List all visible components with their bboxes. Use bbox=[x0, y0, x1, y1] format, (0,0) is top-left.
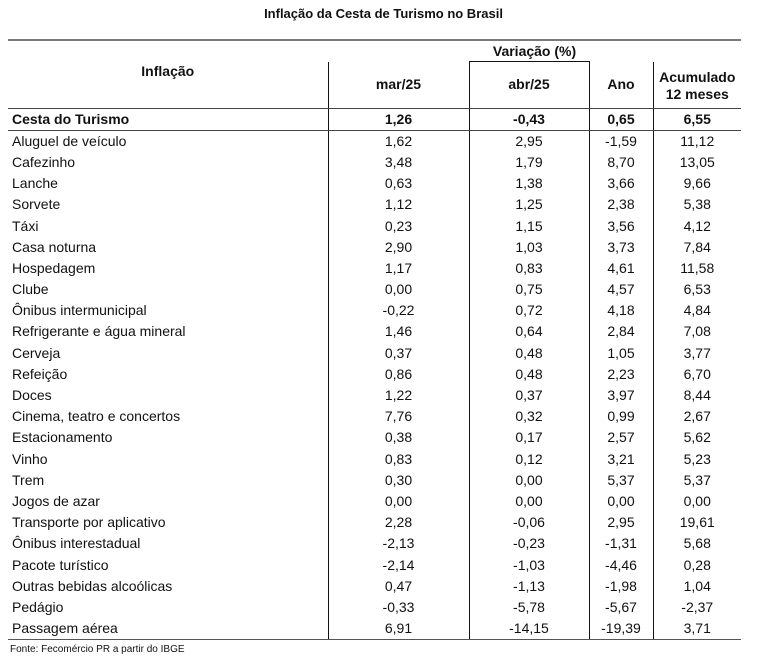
table-title: Inflação da Cesta de Turismo no Brasil bbox=[264, 6, 503, 21]
value-abr25: 0,37 bbox=[469, 385, 589, 406]
item-label: Refeição bbox=[12, 365, 68, 382]
value-ano: 5,37 bbox=[589, 470, 653, 491]
value-abr25: 0,64 bbox=[469, 321, 589, 342]
value-abr25: 1,15 bbox=[469, 215, 589, 236]
value-ano: -1,59 bbox=[589, 130, 653, 152]
item-label: Sorvete bbox=[12, 196, 61, 213]
value-abr25: 1,38 bbox=[469, 173, 589, 194]
item-label: Estacionamento bbox=[12, 429, 113, 446]
value-abr25: 0,32 bbox=[469, 406, 589, 427]
source-note: Fonte: Fecomércio PR a partir do IBGE bbox=[10, 644, 185, 655]
summary-abr25: -0,43 bbox=[469, 108, 589, 130]
summary-row bbox=[8, 108, 741, 130]
value-mar25: 2,28 bbox=[328, 512, 469, 533]
value-ano: 4,57 bbox=[589, 279, 653, 300]
value-mar25: -0,33 bbox=[328, 597, 469, 618]
value-abr25: 0,48 bbox=[469, 343, 589, 364]
column-header-ano: Ano bbox=[589, 62, 653, 109]
value-mar25: -2,13 bbox=[328, 533, 469, 554]
value-ano: -1,98 bbox=[589, 576, 653, 597]
value-acumulado: 19,61 bbox=[679, 514, 715, 531]
value-acumulado: 8,44 bbox=[683, 387, 711, 404]
table-row bbox=[8, 449, 741, 470]
value-acumulado: 1,04 bbox=[683, 577, 711, 594]
value-abr25: 0,48 bbox=[469, 364, 589, 385]
value-mar25: 7,76 bbox=[328, 406, 469, 427]
item-label: Cafezinho bbox=[12, 153, 76, 170]
table-row bbox=[8, 470, 741, 491]
table-row bbox=[8, 364, 741, 385]
item-label: Casa noturna bbox=[12, 238, 97, 255]
value-acumulado: 9,66 bbox=[683, 175, 711, 192]
row-label-header: Inflação bbox=[8, 40, 328, 108]
value-acumulado: 5,23 bbox=[683, 450, 711, 467]
value-acumulado: 2,67 bbox=[683, 408, 711, 425]
table-row bbox=[8, 173, 741, 194]
value-acumulado: 7,84 bbox=[683, 238, 711, 255]
value-mar25: 0,37 bbox=[328, 343, 469, 364]
value-ano: 2,84 bbox=[589, 321, 653, 342]
value-ano: 3,21 bbox=[589, 449, 653, 470]
value-ano: 1,05 bbox=[589, 343, 653, 364]
value-mar25: 0,38 bbox=[328, 427, 469, 448]
value-acumulado: 3,77 bbox=[683, 344, 711, 361]
value-acumulado: 3,71 bbox=[653, 618, 741, 640]
table-row bbox=[8, 279, 741, 300]
summary-ano: 0,65 bbox=[589, 108, 653, 130]
value-abr25: 1,03 bbox=[469, 237, 589, 258]
value-ano: 2,23 bbox=[589, 364, 653, 385]
value-mar25: 1,22 bbox=[328, 385, 469, 406]
value-ano: -19,39 bbox=[589, 618, 653, 640]
item-label: Jogos de azar bbox=[12, 492, 100, 509]
table-row bbox=[8, 576, 741, 597]
table-row bbox=[8, 237, 741, 258]
value-acumulado: 5,37 bbox=[683, 471, 711, 488]
value-abr25: -0,06 bbox=[469, 512, 589, 533]
value-mar25: 0,00 bbox=[328, 279, 469, 300]
value-mar25: 1,17 bbox=[328, 258, 469, 279]
table-row bbox=[8, 300, 741, 321]
value-abr25: 2,95 bbox=[469, 130, 589, 152]
item-label: Doces bbox=[12, 387, 52, 404]
value-acumulado: 5,62 bbox=[683, 429, 711, 446]
value-mar25: 1,12 bbox=[328, 194, 469, 215]
value-ano: 3,97 bbox=[589, 385, 653, 406]
item-label: Transporte por aplicativo bbox=[12, 514, 166, 531]
value-abr25: -1,13 bbox=[469, 576, 589, 597]
item-label: Passagem aérea bbox=[8, 618, 328, 640]
value-ano: 8,70 bbox=[589, 152, 653, 173]
value-acumulado: 7,08 bbox=[683, 323, 711, 340]
value-ano: 3,56 bbox=[589, 215, 653, 236]
value-acumulado: 6,53 bbox=[683, 281, 711, 298]
value-mar25: 0,00 bbox=[328, 491, 469, 512]
value-abr25: 1,25 bbox=[469, 194, 589, 215]
table-row bbox=[8, 512, 741, 533]
value-ano: 0,99 bbox=[589, 406, 653, 427]
summary-label: Cesta do Turismo bbox=[8, 108, 328, 130]
value-mar25: 0,30 bbox=[328, 470, 469, 491]
table-row bbox=[8, 427, 741, 448]
column-header-mar25: mar/25 bbox=[328, 62, 469, 109]
item-label: Trem bbox=[12, 471, 45, 488]
value-abr25: 0,17 bbox=[469, 427, 589, 448]
value-acumulado: 13,05 bbox=[679, 153, 715, 170]
item-label: Cerveja bbox=[12, 344, 61, 361]
value-mar25: 3,48 bbox=[328, 152, 469, 173]
value-mar25: -0,22 bbox=[328, 300, 469, 321]
inflation-table bbox=[8, 39, 741, 640]
value-mar25: 0,47 bbox=[328, 576, 469, 597]
value-abr25: -1,03 bbox=[469, 554, 589, 575]
value-ano: 2,38 bbox=[589, 194, 653, 215]
value-acumulado: 5,38 bbox=[683, 196, 711, 213]
table-row bbox=[8, 491, 741, 512]
item-label: Ônibus interestadual bbox=[12, 535, 141, 552]
value-abr25: 0,75 bbox=[469, 279, 589, 300]
value-ano: 4,61 bbox=[589, 258, 653, 279]
value-acumulado: -2,37 bbox=[681, 598, 714, 615]
value-abr25: 0,72 bbox=[469, 300, 589, 321]
value-abr25: 0,00 bbox=[469, 491, 589, 512]
value-abr25: -14,15 bbox=[469, 618, 589, 640]
value-mar25: 1,46 bbox=[328, 321, 469, 342]
item-label: Táxi bbox=[12, 217, 39, 234]
column-header-abr25: abr/25 bbox=[469, 62, 589, 109]
column-header-acumulado: Acumulado 12 meses bbox=[653, 62, 741, 109]
value-mar25: -2,14 bbox=[328, 554, 469, 575]
table-row bbox=[8, 321, 741, 342]
table-row bbox=[8, 343, 741, 364]
table-row bbox=[8, 618, 741, 640]
value-ano: -4,46 bbox=[589, 554, 653, 575]
table-row bbox=[8, 385, 741, 406]
item-label: Pedágio bbox=[12, 598, 64, 615]
summary-mar25: 1,26 bbox=[328, 108, 469, 130]
item-label: Pacote turístico bbox=[12, 556, 109, 573]
value-acumulado: 0,00 bbox=[683, 492, 711, 509]
item-label: Clube bbox=[12, 281, 49, 298]
value-abr25: 0,83 bbox=[469, 258, 589, 279]
table-row bbox=[8, 194, 741, 215]
value-acumulado: 4,12 bbox=[683, 217, 711, 234]
value-ano: 2,57 bbox=[589, 427, 653, 448]
item-label: Ônibus intermunicipal bbox=[12, 302, 147, 319]
item-label: Aluguel de veículo bbox=[12, 132, 127, 149]
table-row bbox=[8, 152, 741, 173]
item-label: Outras bebidas alcoólicas bbox=[12, 577, 173, 594]
value-abr25: -5,78 bbox=[469, 597, 589, 618]
table-row bbox=[8, 533, 741, 554]
value-mar25: 0,83 bbox=[328, 449, 469, 470]
table-row bbox=[8, 215, 741, 236]
value-mar25: 0,23 bbox=[328, 215, 469, 236]
item-label: Lanche bbox=[12, 175, 58, 192]
value-acumulado: 4,84 bbox=[683, 302, 711, 319]
table-row bbox=[8, 130, 741, 152]
table-row bbox=[8, 554, 741, 575]
table-row bbox=[8, 258, 741, 279]
value-ano: -5,67 bbox=[589, 597, 653, 618]
value-mar25: 1,62 bbox=[328, 130, 469, 152]
value-ano: 0,00 bbox=[589, 491, 653, 512]
value-acumulado: 5,68 bbox=[683, 535, 711, 552]
item-label: Refrigerante e água mineral bbox=[12, 323, 186, 340]
summary-acumulado: 6,55 bbox=[653, 108, 741, 130]
item-label: Cinema, teatro e concertos bbox=[12, 408, 181, 425]
value-ano: -1,31 bbox=[589, 533, 653, 554]
table-row bbox=[8, 597, 741, 618]
value-mar25: 6,91 bbox=[328, 618, 469, 640]
value-acumulado: 0,28 bbox=[683, 556, 711, 573]
value-mar25: 0,86 bbox=[328, 364, 469, 385]
value-acumulado: 11,58 bbox=[680, 259, 715, 276]
value-acumulado: 6,70 bbox=[683, 365, 711, 382]
item-label: Hospedagem bbox=[12, 259, 96, 276]
value-mar25: 0,63 bbox=[328, 173, 469, 194]
value-abr25: -0,23 bbox=[469, 533, 589, 554]
value-abr25: 1,79 bbox=[469, 152, 589, 173]
value-acumulado: 11,12 bbox=[680, 132, 715, 149]
value-ano: 3,66 bbox=[589, 173, 653, 194]
value-ano: 3,73 bbox=[589, 237, 653, 258]
value-ano: 4,18 bbox=[589, 300, 653, 321]
value-mar25: 2,90 bbox=[328, 237, 469, 258]
value-abr25: 0,00 bbox=[469, 470, 589, 491]
table-row bbox=[8, 406, 741, 427]
variation-group-header: Variação (%) bbox=[328, 40, 741, 62]
value-ano: 2,95 bbox=[589, 512, 653, 533]
item-label: Vinho bbox=[12, 450, 48, 467]
value-abr25: 0,12 bbox=[469, 449, 589, 470]
